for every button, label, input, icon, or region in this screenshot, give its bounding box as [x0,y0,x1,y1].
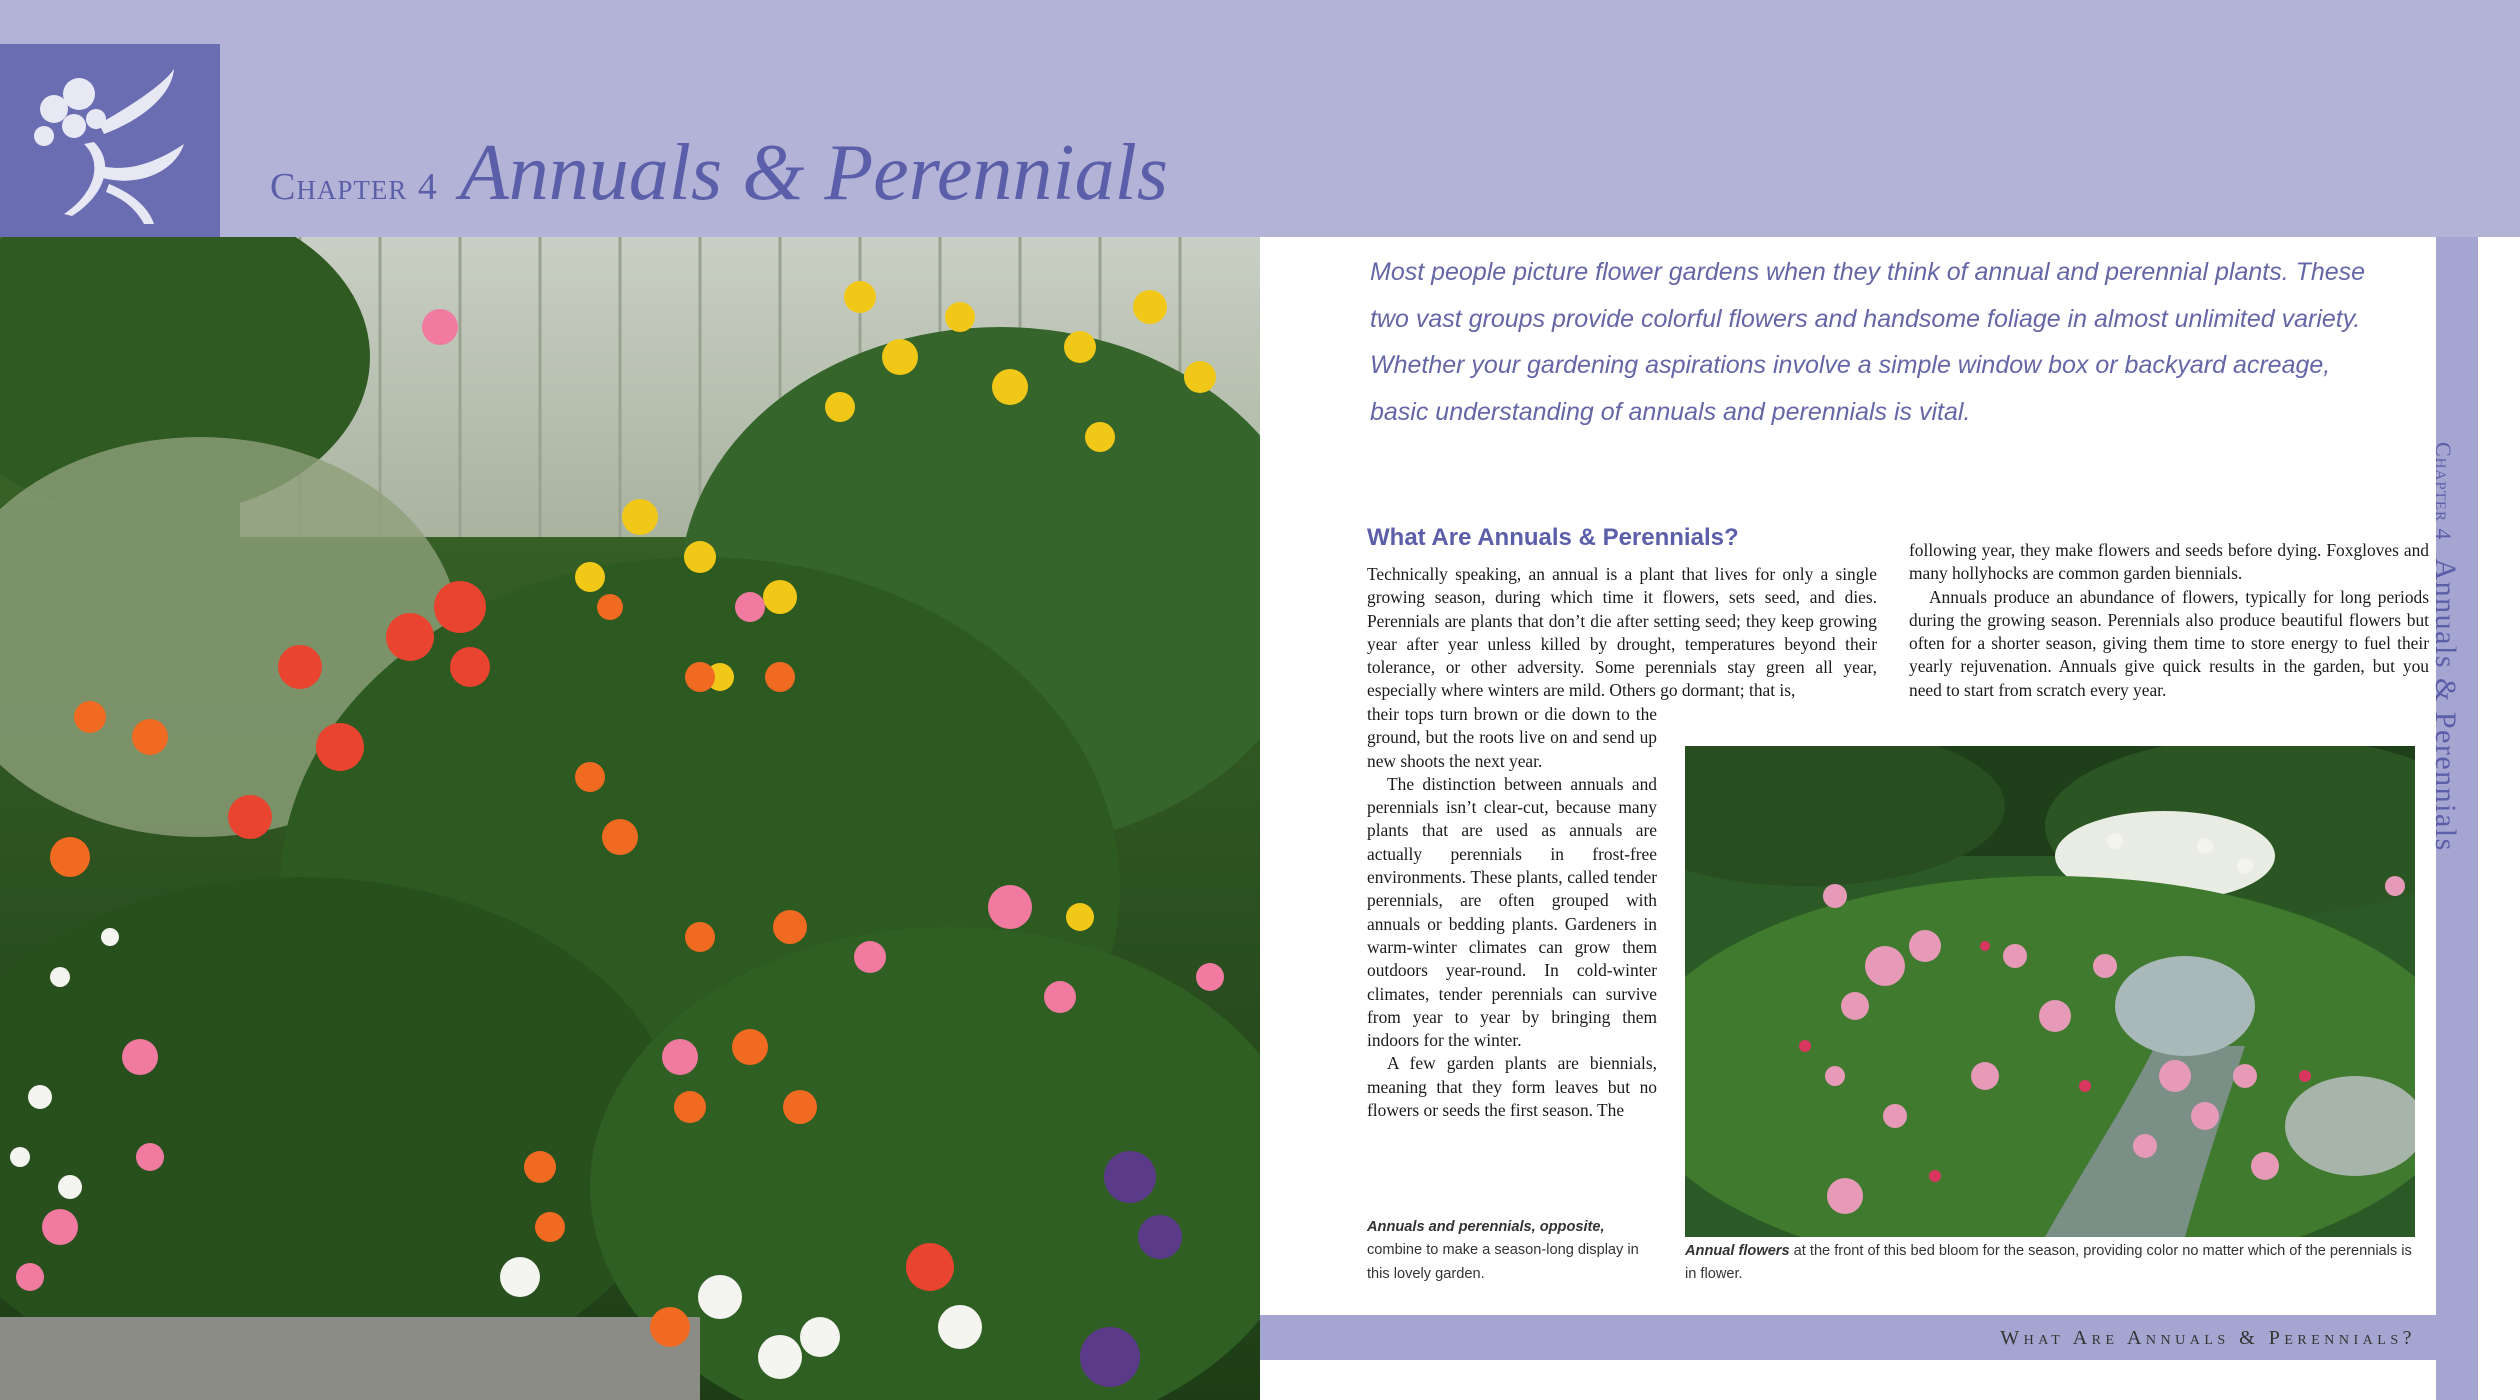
garden-photo-right [1685,746,2415,1237]
flower-ornament-icon [24,64,194,224]
body-paragraph: Annuals produce an abundance of flowers, typically for long periods during the growing season. Perennials also produce beautiful flowers but often for a shorter season, giving them time to store energy to fuel their yearly rejuvenation. Annuals give quick results in the garden, but you need to start from scratch every year. [1909,586,2429,700]
garden-photo-left [0,237,1260,1400]
side-chapter-name: Annuals & Perennials [2429,558,2462,852]
caption-left-text: combine to make a season-long display in this lovely garden. [1367,1242,1639,1282]
body-paragraph: A few garden plants are biennials, meaning that they form leaves but no flowers or seeds the first season. The [1367,1053,1657,1121]
body-column-1-bottom [1367,703,1657,1122]
caption-right-text: at the front of this bed bloom for the season, providing color no matter which of the perennials is in flower. [1685,1243,2412,1283]
caption-left [1367,1216,1657,1286]
section-heading: What Are Annuals & Perennials? [1367,524,1739,551]
body-column-2 [1909,539,2429,702]
chapter-label: Chapter 4 [270,166,438,208]
chapter-logo [0,44,220,237]
body-column-1-top [1367,563,1877,703]
running-head: What Are Annuals & Perennials? [2000,1327,2416,1349]
caption-right-bold: Annual flowers [1685,1243,1790,1259]
side-chapter-label: Chapter 4 [2431,442,2456,541]
body-paragraph: The distinction between annuals and perennials isn’t clear-cut, because many plants that are used as annuals are actually perennials in frost-free environments. These plants, called tender perennials, are often grouped with annuals or bedding plants. Gardeners in warm-winter climates can grow them outdoors year-round. In cold-winter climates, tender perennials can survive from year to year by bringing them indoors for the winter. [1367,773,1657,1051]
right-page [1260,237,2436,1315]
body-paragraph: their tops turn brown or die down to the ground, but the roots live on and send up new shoots the next year. [1367,704,1657,771]
chapter-heading [270,128,1168,228]
chapter-title: Annuals & Perennials [459,129,1168,217]
intro-paragraph: Most people picture flower gardens when they think of annual and perennial plants. These two vast groups provide colorful flowers and handsome foliage in almost unlimited variety. Whether your gardening aspirations involve a simple window box or backyard acreage, basic understanding of annuals and perennials is vital. [1370,258,2366,426]
side-chapter-title [2428,442,2462,852]
footer-band [1260,1315,2436,1360]
body-paragraph: Technically speaking, an annual is a plant that lives for only a single growing season, during which time it flowers, sets seed, and dies. Perennials are plants that don’t die after setting seed; they keep growing year after year unless killed by drought, temperatures beyond their tolerance, or other adversity. Some perennials stay green all year, especially where winters are mild. Others go dormant; that is, [1367,564,1877,701]
caption-right [1685,1240,2425,1287]
caption-left-bold: Annuals and perennials, opposite, [1367,1219,1605,1235]
body-paragraph: following year, they make flowers and seeds before dying. Foxgloves and many hollyhocks are common garden biennials. [1909,540,2429,584]
